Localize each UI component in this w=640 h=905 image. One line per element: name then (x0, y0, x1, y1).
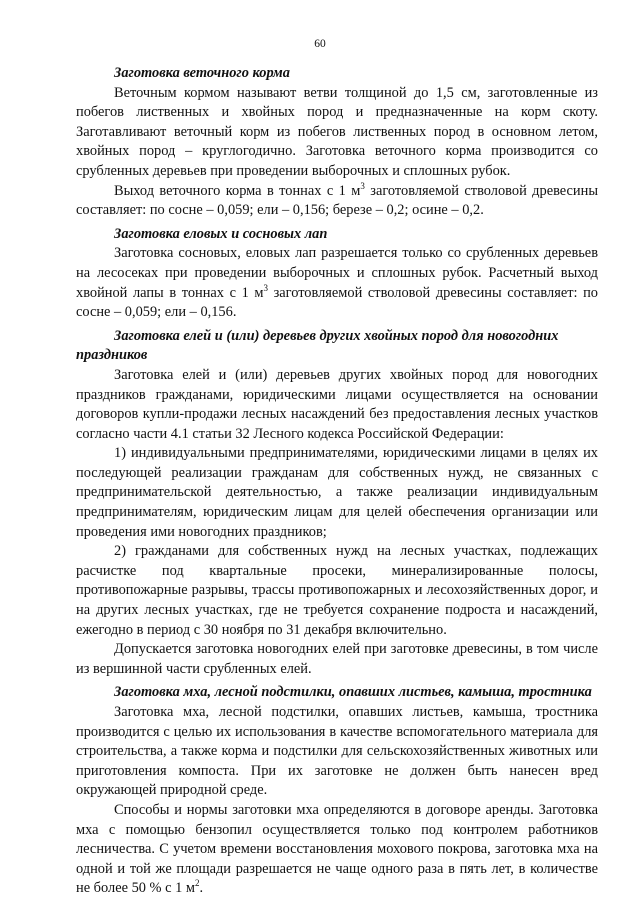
paragraph-yield (76, 182, 598, 221)
section-heading-new-year-trees: Заготовка елей и (или) деревьев других хвойных пород для новогодних праздников (76, 327, 559, 364)
paragraph-list-item: 2) гражданами для собственных нужд на лесных участках, подлежащих расчистке под квартальные просеки, минерализированные полосы, противопожарные разрывы, трассы противопожарных и лесохозяйственных дорог, и на других лесных участках, где не требуется сохранение подроста и насаждений, ежегодно в период с 30 ноября по 31 декабря включительно. (76, 543, 598, 638)
paragraph: Заготовка мха, лесной подстилки, опавших листьев, камыша, тростника производится с целью их использования в качестве вспомогательного материала для строительства, а также корма и подстилки для сельскохозяйственных животных или приготовления компоста. При их заготовке не должен быть нанесен вред окружающей природной среде. (76, 704, 598, 799)
paragraph: Веточным кормом называют ветви толщиной до 1,5 см, заготовленные из побегов лиственных и хвойных пород и предназначенные на корм скоту. Заготавливают веточный корм из побегов лиственных пород в основном летом, хвойных пород – круглогодично. Заготовка веточного корма производится со срубленных деревьев при проведении выборочных и сплошных рубок. (76, 84, 598, 179)
page-body (76, 64, 598, 899)
text-span: заготовляемой стволовой древесины составляет: по сосне – 0,059; ели – 0,156; березе – 0,2; осине – 0,2. (76, 182, 599, 219)
paragraph-yield (76, 244, 598, 322)
section-heading-moss-litter: Заготовка мха, лесной подстилки, опавших листьев, камыша, тростника (114, 684, 592, 701)
section-heading-branch-feed: Заготовка веточного корма (114, 65, 290, 81)
text-span: Выход веточного корма в тоннах с 1 м (114, 182, 361, 199)
section-heading-spruce-pine-branches: Заготовка еловых и сосновых лап (114, 225, 328, 242)
paragraph-final (76, 801, 598, 899)
superscript: 2 (195, 878, 200, 889)
paragraph-list-item: 1) индивидуальными предпринимателями, юридическими лицами в целях их последующей реализации гражданам для собственных нужд, не связанных с предпринимательской деятельностью, а также реализации индивидуальным предпринимателям, юридическим лицам для целей обеспечения организации или проведения ими новогодних праздников; (76, 445, 598, 540)
text-span: . (199, 880, 204, 897)
superscript: 3 (360, 180, 365, 191)
page-number: 60 (314, 38, 326, 50)
paragraph: Заготовка елей и (или) деревьев других хвойных пород для новогодних праздников гражданами, юридическими лицами осуществляется на основании договоров купли-продажи лесных насаждений без предоставления лесных участков согласно части 4.1 статьи 32 Лесного кодекса Российской Федерации: (76, 366, 598, 442)
paragraph: Допускается заготовка новогодних елей при заготовке древесины, в том числе из вершинной части срубленных елей. (76, 641, 598, 677)
text-span: заготовляемой стволовой древесины составляет: по сосне – 0,059; ели – 0,156. (76, 284, 598, 321)
superscript: 3 (263, 282, 268, 293)
text-span: Заготовка сосновых, еловых лап разрешается только со срубленных деревьев на лесосеках при проведении выборочных и сплошных рубок. Расчетный выход хвойной лапы в тоннах с 1 м (76, 245, 598, 301)
text-span: Способы и нормы заготовки мха определяются в договоре аренды. Заготовка мха с помощью бензопил осуществляется только под контролем работников лесничества. С учетом времени восстановления мохового покрова, заготовка мха на одной и той же площади разрешается не чаще одного раза в пять лет, в количестве не более 50 % с 1 м (76, 801, 598, 897)
